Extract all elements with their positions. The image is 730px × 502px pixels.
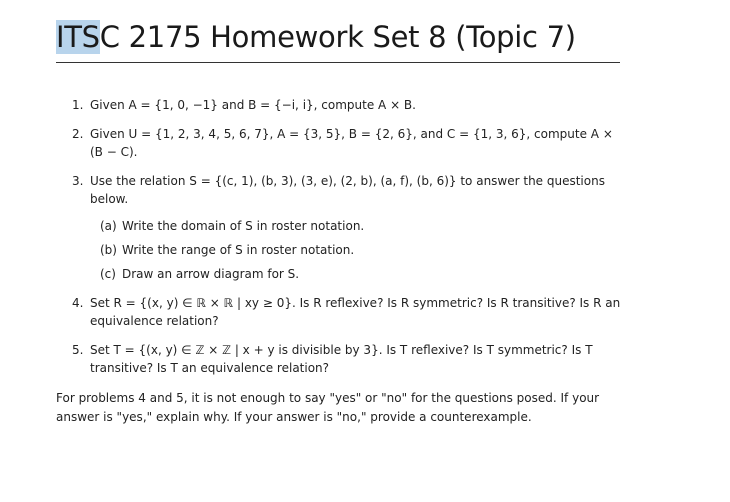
instructions-note: For problems 4 and 5, it is not enough to say "yes" or "no" for the questions posed. If your answer is "yes," explain why. If your answer is "no," provide a counterexample. [56, 391, 600, 424]
subpart-a [100, 217, 626, 235]
problem-number: 1. [72, 98, 84, 112]
problem-number: 4. [72, 296, 84, 310]
page-title [56, 20, 576, 54]
subpart-b [100, 241, 626, 259]
problem-3 [56, 172, 626, 283]
subpart-text: Write the domain of S in roster notation. [122, 219, 365, 233]
problem-5 [56, 341, 626, 377]
subpart-label: (b) [100, 243, 117, 257]
subpart-c [100, 265, 626, 283]
subpart-text: Write the range of S in roster notation. [122, 243, 355, 257]
problem-text: Set T = {(x, y) ∈ ℤ × ℤ | x + y is divisible by 3}. Is T reflexive? Is T symmetric? Is T transitive? Is T an equivalence relation? [90, 343, 593, 375]
problem-list [56, 96, 626, 388]
subpart-label: (c) [100, 267, 116, 281]
problem-text: Given U = {1, 2, 3, 4, 5, 6, 7}, A = {3, 5}, B = {2, 6}, and C = {1, 3, 6}, compute A × (B − C). [90, 127, 613, 159]
problem-1 [56, 96, 626, 114]
problem-text: Set R = {(x, y) ∈ ℝ × ℝ | xy ≥ 0}. Is R reflexive? Is R symmetric? Is R transitive? Is R an equivalence relation? [90, 296, 621, 328]
problem-text: Given A = {1, 0, −1} and B = {−i, i}, compute A × B. [90, 98, 416, 112]
title-text: C 2175 Homework Set 8 (Topic 7) [99, 20, 576, 54]
subpart-list [100, 217, 626, 283]
subpart-label: (a) [100, 219, 117, 233]
title-divider [56, 62, 620, 63]
problem-number: 5. [72, 343, 84, 357]
problem-2 [56, 125, 626, 161]
subpart-text: Draw an arrow diagram for S. [122, 267, 300, 281]
problem-text: Use the relation S = {(c, 1), (b, 3), (3, e), (2, b), (a, f), (b, 6)} to answer the questions below. [90, 174, 605, 206]
problem-4 [56, 294, 626, 330]
problem-number: 3. [72, 174, 84, 188]
title-selected-text[interactable]: ITS [56, 20, 100, 54]
problem-number: 2. [72, 127, 84, 141]
